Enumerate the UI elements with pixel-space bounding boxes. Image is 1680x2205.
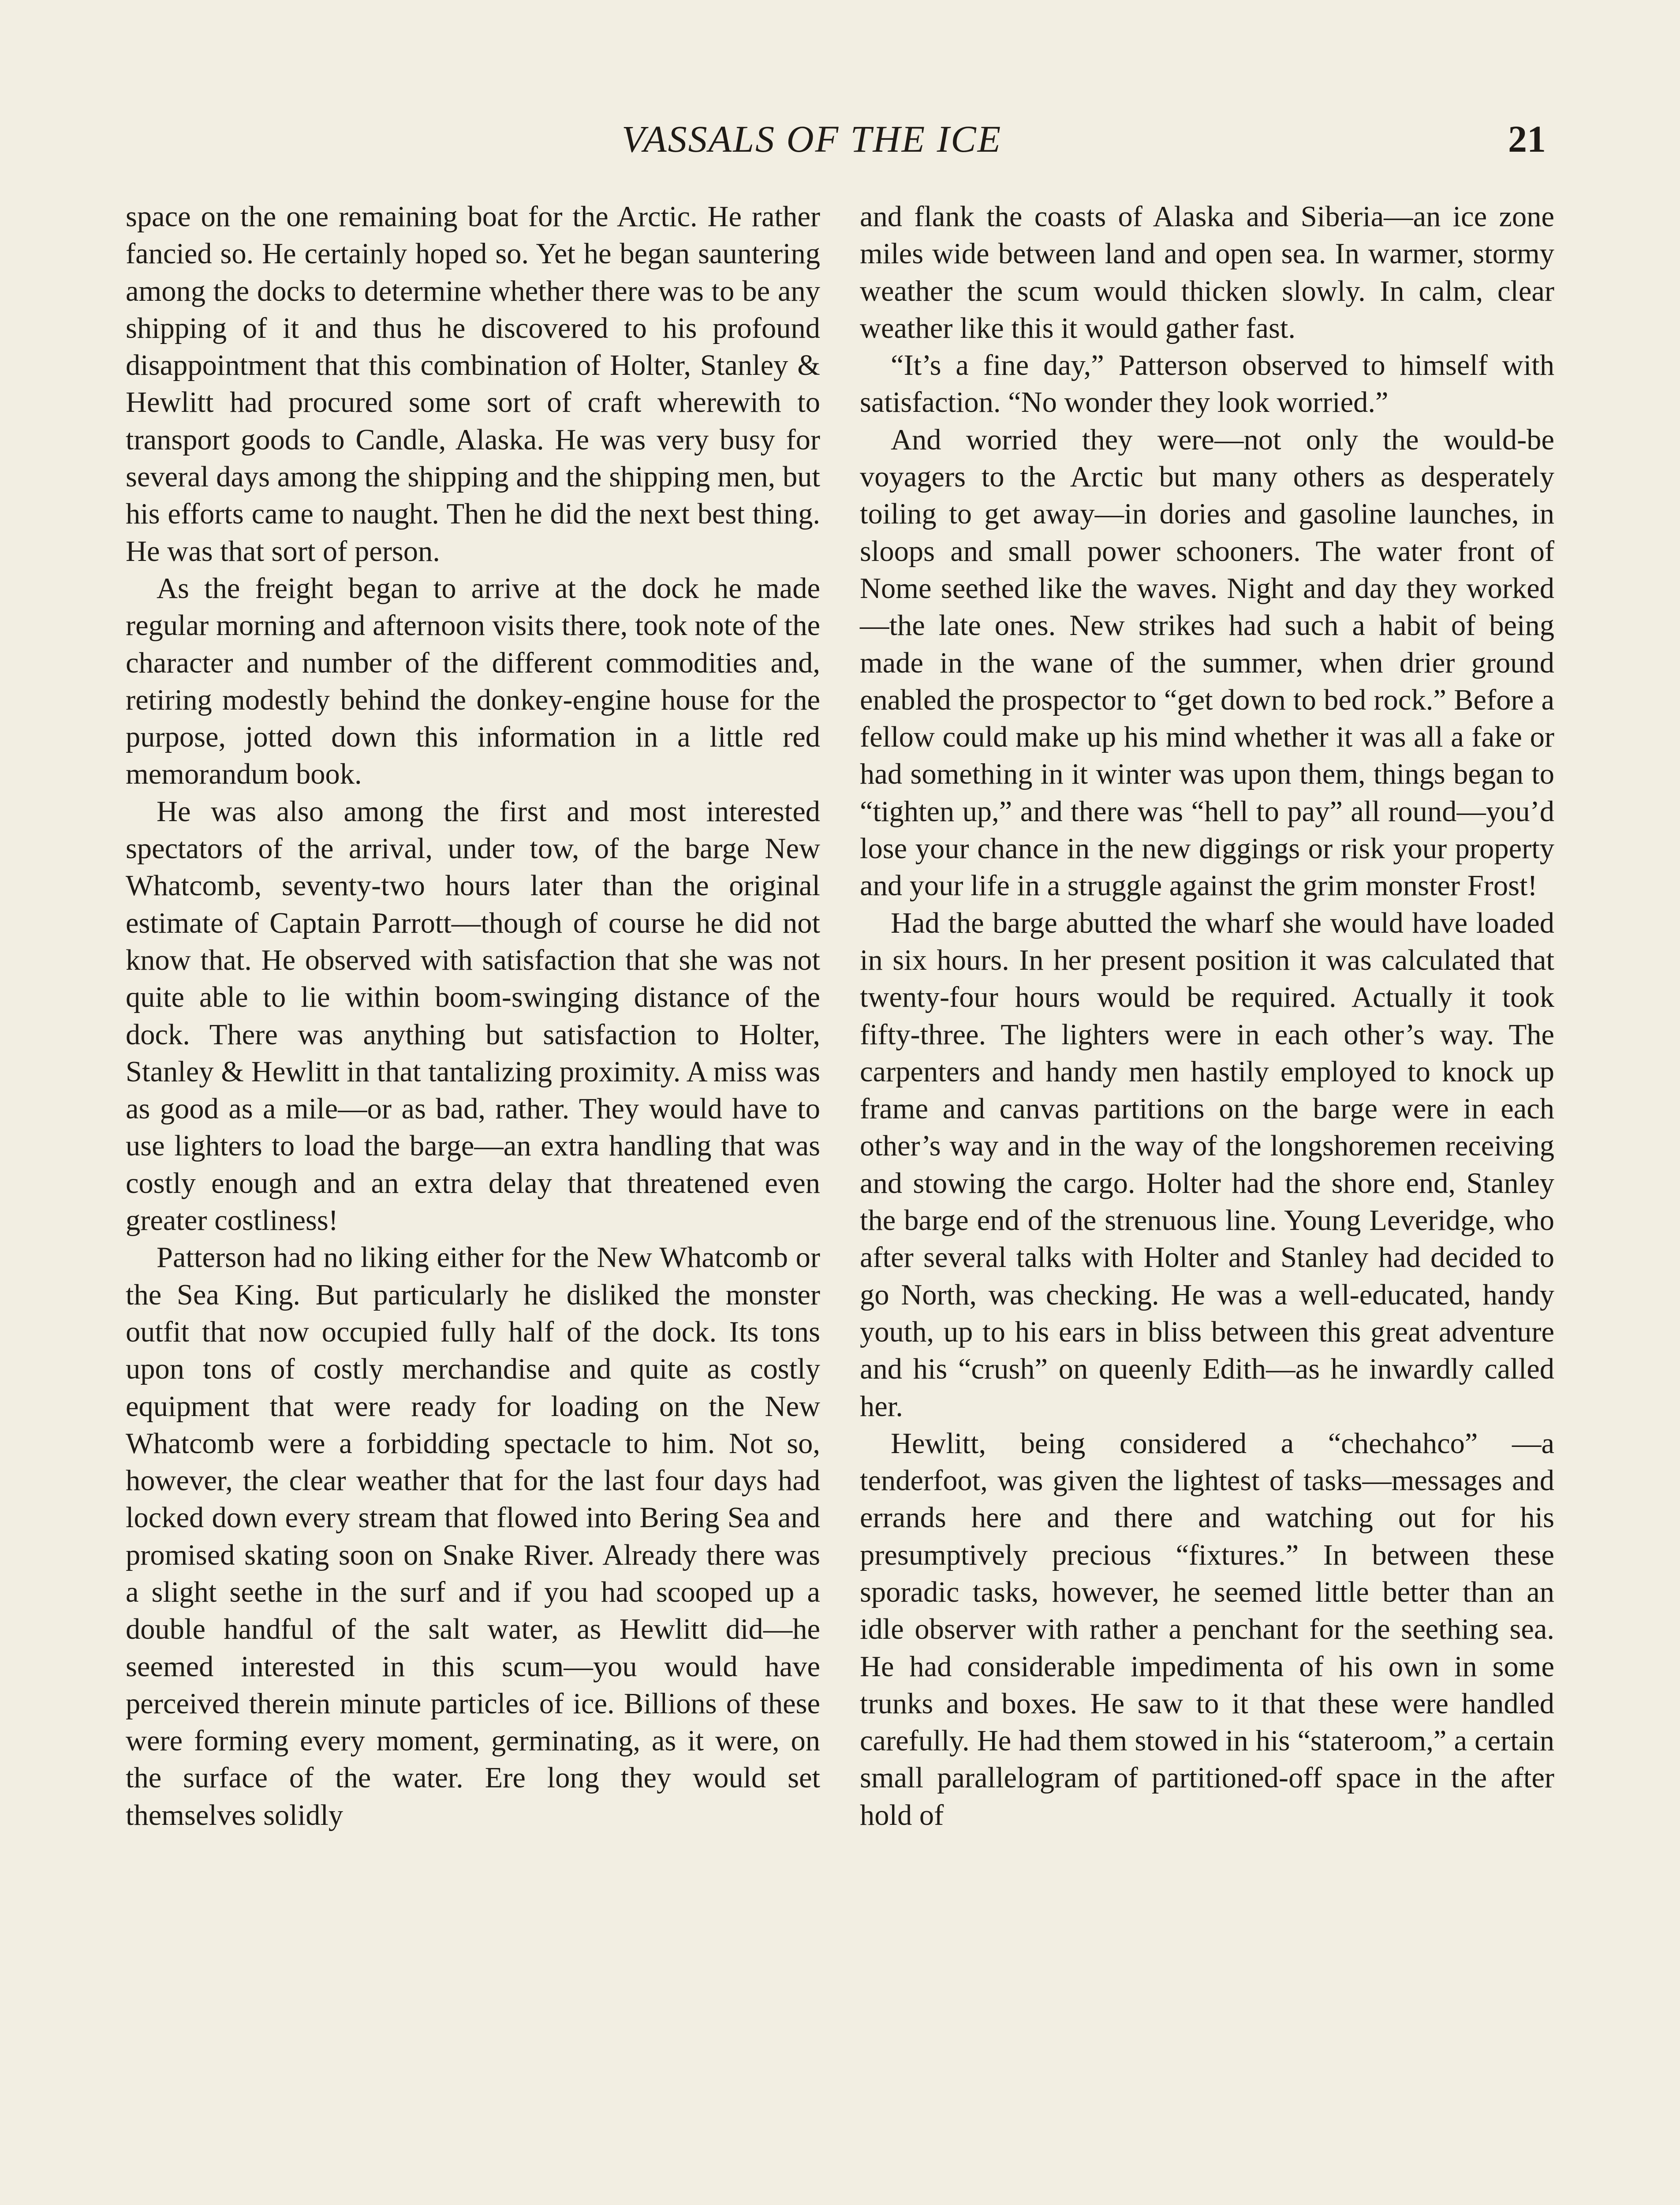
running-title: VASSALS OF THE ICE <box>622 118 1002 160</box>
paragraph: “It’s a fine day,” Patterson observed to himself with satisfaction. “No wonder they look worried.” <box>860 349 1554 419</box>
page-number: 21 <box>1508 118 1546 160</box>
paragraph: and flank the coasts of Alaska and Siberia—an ice zone miles wide between land and open sea. In warmer, stormy weather the scum would thicken slowly. In calm, clear weather like this it would gather fast. <box>860 201 1554 344</box>
page-header <box>0 117 1680 165</box>
paragraph: And worried they were—not only the would-be voyagers to the Arctic but many others as desperately toiling to get away—in dories and gasoline launches, in sloops and small power schooners. The water front of Nome seethed like the waves. Night and day they worked—the late ones. New strikes had such a habit of being made in the wane of the summer, when drier ground enabled the prospector to “get down to bed rock.” Before a fellow could make up his mind whether it was all a fake or had something in it winter was upon them, things began to “tighten up,” and there was “hell to pay” all round—you’d lose your chance in the new diggings or risk your property and your life in a struggle against the grim monster Frost! <box>860 423 1554 902</box>
paragraph: Had the barge abutted the wharf she would have loaded in six hours. In her present position it was calculated that twenty-four hours would be required. Actually it took fifty-three. The lighters were in each other’s way. The carpenters and handy men hastily employed to knock up frame and canvas partitions on the barge were in each other’s way and in the way of the longshoremen receiving and stowing the cargo. Holter had the shore end, Stanley the barge end of the strenuous line. Young Leveridge, who after several talks with Holter and Stanley had decided to go North, was checking. He was a well-educated, handy youth, up to his ears in bliss between this great adventure and his “crush” on queenly Edith—as he inwardly called her. <box>860 907 1554 1423</box>
paragraph: He was also among the first and most interested spectators of the arrival, under tow, of the barge New Whatcomb, seventy-two hours later than the original estimate of Captain Parrott—though of course he did not know that. He observed with satisfaction that she was not quite able to lie within boom-swinging distance of the dock. There was anything but satisfaction to Holter, Stanley & Hewlitt in that tantalizing proximity. A miss was as good as a mile—or as bad, rather. They would have to use lighters to load the barge—an extra handling that was costly enough and an extra delay that threatened even greater costliness! <box>126 795 820 1237</box>
paragraph: Hewlitt, being considered a “chechahco” —a tenderfoot, was given the lightest of tasks—messages and errands here and there and watching out for his presumptively precious “fixtures.” In between these sporadic tasks, however, he seemed little better than an idle observer with rather a penchant for the seething sea. He had considerable impedimenta of his own in some trunks and boxes. He saw to it that these were handled carefully. He had them stowed in his “stateroom,” a certain small parallelogram of partitioned-off space in the after hold of <box>860 1427 1554 1831</box>
paragraph: As the freight began to arrive at the dock he made regular morning and afternoon visits there, took note of the character and number of the different commodities and, retiring modestly behind the donkey-engine house for the purpose, jotted down this information in a little red memorandum book. <box>126 572 820 791</box>
paragraph: Patterson had no liking either for the New Whatcomb or the Sea King. But particularly he disliked the monster outfit that now occupied fully half of the dock. Its tons upon tons of costly merchandise and quite as costly equipment that were ready for loading on the New Whatcomb were a forbidding spectacle to him. Not so, however, the clear weather that for the last four days had locked down every stream that flowed into Bering Sea and promised skating soon on Snake River. Already there was a slight seethe in the surf and if you had scooped up a double handful of the salt water, as Hewlitt did—he seemed interested in this scum—you would have perceived therein minute particles of ice. Billions of these were forming every moment, germinating, as it were, on the surface of the water. Ere long they would set themselves solidly <box>126 1241 820 1831</box>
right-column <box>860 198 1554 1834</box>
paragraph: space on the one remaining boat for the Arctic. He rather fancied so. He certainly hoped so. Yet he began sauntering among the docks to determine whether there was to be any shipping of it and thus he discovered to his profound disappointment that this combination of Holter, Stanley & Hewlitt had procured some sort of craft wherewith to transport goods to Candle, Alaska. He was very busy for several days among the shipping and the shipping men, but his efforts came to naught. Then he did the next best thing. He was that sort of person. <box>126 201 820 568</box>
left-column <box>126 198 820 1834</box>
